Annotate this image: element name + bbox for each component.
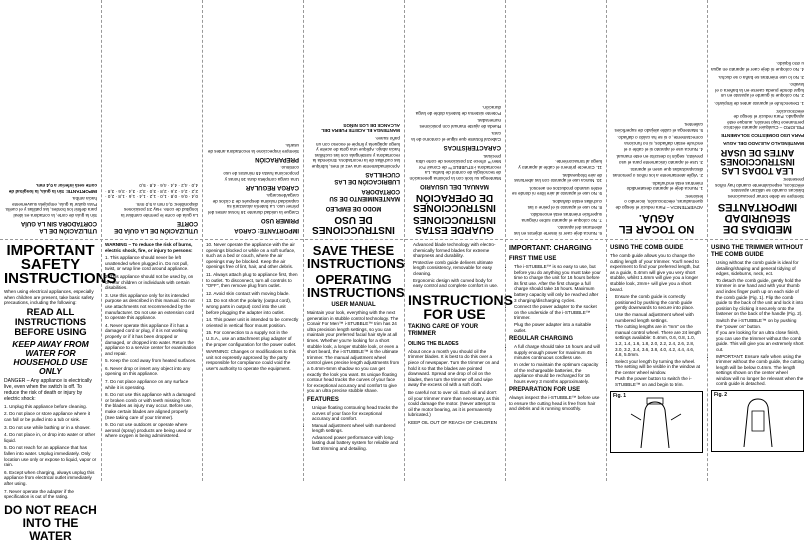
regular-item: • In order to maintain the optimum capacity of the rechargeable batteries, the appliance should be recharged for 16 hours every 3 months approximately. [514, 362, 602, 384]
comb-item: • Select your length by turning the wheel. The setting will be visible in the window at the center wheel window. [615, 359, 703, 376]
es-guia: UTILIZACIÓN DE LA GUÍA DE CORTE [114, 220, 198, 233]
column-divider [101, 0, 102, 481]
es-features-title: CARACTERÍSTICAS [443, 144, 501, 151]
danger-item: 7. Never operate the adapter if the specification is out of the rating. [4, 488, 74, 500]
en-col-1 [0, 240, 117, 543]
danger-item: 2. Do not place or store appliance where it can fall or be pulled into a tub or sink. [4, 411, 91, 422]
warning-item: 9. Do not use outdoors or operate where aerosol (spray) products are being used or where oxygen is being administered. [105, 422, 192, 439]
warning-item: 12. Avoid skin contact with moving blade. [206, 290, 290, 296]
warning-item: 1. This appliance should never be left unattended when plugged in. Do not pull, twist, or wrap line cord around appliance. [105, 255, 189, 272]
es-col-2 [606, 0, 707, 238]
column-divider [404, 0, 405, 481]
es-col-8 [0, 0, 101, 238]
comb-guide-body: The comb guide allows you to change the cutting length of your trimmer. You'll need to experiment to find your preferred length, but as a guide, 0.4mm will give you very short stubble, whilst 1.6mm will give you a longer stubble look, 2mm+ will give you a short beard. [610, 253, 700, 292]
warning-item: 13. Do not short the polarity (output cord), wrong parts in output) cord into the unit before plugging the adapter into outlet. [206, 298, 292, 315]
es-item: 3. Use el aparato únicamente para el uso previsto, según lo descrito en este manual. [615, 154, 703, 165]
es-carga-body: Cargue la unidad durante 16 horas antes del primer uso. La batería alcanzará su capacidad máxima después de 3 ciclos de carga/descarga. [208, 193, 299, 215]
danger-lead: DANGER – Any appliance is electrically live, even when the switch is off. To reduce the risk of death or injury by electric shock: [4, 377, 92, 402]
danger-item: 6. Except when charging, always unplug this appliance from electrical outlet immediately after using. [4, 469, 95, 486]
es-sin-guia-body: Sin la guía de corte, la cortadora es ideal para definir los bordes, las patillas y el cuello. Para quitar la guía, empújela suavemente hacia arriba. [4, 196, 97, 218]
oil-body: About once a month you should oil the trimmer blades. It is best to do this over a piece of newspaper. Turn the trimmer on and hold it so that the blades are pointed downward. Spread one drop of oil on the blades, then turn the trimmer off and wipe away the excess oil with a soft cloth. [408, 348, 500, 388]
es-no-tocar: NO TOCAR EL AGUA. [618, 212, 695, 235]
intro-body: Maintain your look, everything with the next generation in stubble control technology. The Conair For Men™ i-STUBBLE™ trim has 24 ultra precision length settings, so you can maintain your preferred facial hair style at all times. Whether you're looking for a short stubble look, a longer stubble look, or even a short beard, the i-STUBBLE™ is the ultimate trimmer. The manual adjustment wheel control gives precise length adjustments from a 0.4mm-5mm shadow so you can get exactly the look you want. Its unique floating contour head tracks the curves of your face for exceptional accuracy and comfort to give you an ultra precise stubble shave. [307, 310, 400, 394]
es-feature: Cabezal flotante que sigue el contorno de la cara. [411, 131, 501, 143]
es-guarde: GUARDE ESTAS INSTRUCCIONES [413, 214, 496, 235]
danger-item: 3. Do not use while bathing or in a shower. [4, 424, 91, 430]
en-col-8 [707, 240, 808, 481]
es-keep: MANTÉNGALO ALEJADO DEL AGUA [723, 140, 804, 146]
es-oil-body: Aproximadamente una vez al mes, lubrique las cuchillas de la recortadora. Encienda la recortadora y sosténgala con las cuchillas hacia abajo. Aplique una gota de aceite y luego apáguela y limpie el exceso con un paño suave. [311, 136, 400, 169]
es-item: 4. Nunca use el aparato si el cable o el enchufe están dañados, si no funciona correctamente, o si se ha caído o dañado. [617, 135, 703, 152]
es-item: 7. No coloque el aparato sobre ninguna superficie mientras está encendido. [521, 212, 602, 223]
feature-item: • Protective comb guide delivers ultimate length consistency, removable for easy cleaning. [413, 260, 501, 277]
figure-1 [610, 391, 703, 453]
warning-note: WARNING: Changes or modifications to this unit not expressly approved by the party responsible for compliance could void the user's authority to operate the equipment. [206, 349, 296, 371]
safety-title: IMPORTANT SAFETY INSTRUCTIONS [4, 242, 117, 287]
warning-item: 6. Never drop or insert any object into any opening on this appliance. [105, 365, 191, 377]
warning-item: 2. This appliance should not be used by, on or near children or individuals with certain disabilities. [105, 273, 194, 291]
danger-item: 1. Unplug this appliance before cleaning. [4, 403, 87, 409]
es-intro: Siempre se debe tomar precauciones básicas cuando se utilizan aparatos eléctricos, especialmente cuando hay niños presentes: [715, 177, 804, 199]
comb-guide-title: USING THE COMB GUIDE [610, 245, 684, 251]
do-not-reach: DO NOT REACH INTO THE WATER [4, 502, 97, 543]
oil-keep: KEEP OIL OUT OF REACH OF CHILDREN [408, 419, 497, 425]
first-use-title: FIRST TIME USE [509, 256, 557, 262]
charging-item: • Connect the power adapter to the socket on the underside of the i-STUBBLE™ trimmer. [514, 304, 602, 321]
feature-item: • Advanced blade technology with electro-chemically formed blades for extreme sharpness and durability. [413, 242, 501, 259]
prep-title: PREPARATION FOR USE [509, 387, 581, 394]
es-keep-oil: MANTENGA EL ACEITE FUERA DEL ALCANCE DE LOS NIÑOS [321, 122, 400, 134]
es-manual: MANUAL DEL USUARIO [420, 183, 489, 189]
danger-item: 4. Do not place in, or drop into water or other liquid. [4, 432, 96, 443]
trimmer-illustration-icon [611, 392, 701, 450]
safety-intro: When using electrical appliances, especially when children are present, take basic safety precautions, including the following: [4, 289, 94, 306]
no-comb-title: USING THE TRIMMER WITHOUT THE COMB GUIDE [711, 245, 803, 258]
es-sin-guia: UTILIZACIÓN DE LA CORTADORA SIN LA GUÍA [20, 220, 97, 233]
warning-lead: WARNING – To reduce the risk of burns, electric shock, fire, or injury to persons: [105, 242, 193, 253]
es-home: PARA USO DOMÉSTICO SOLAMENTE [721, 133, 804, 139]
es-lengths: 0,4 · 0,6 · 0,8 · 1,0 · 1,2 · 1,4 · 1,6 · 1,8 · 2,0 · 2,2 · 2,4 · 2,6 · 2,8 · 3,0 · 3,2 · 3,4 · 3,6 · 3,8 · 4,0 · 4,2 · 4,4 · 4,6 · 4,8 · 5,0 [105, 183, 198, 200]
regular-item: • A full charge should take 16 hours and will supply enough power for maximum 45 minutes continuous cordless use. [514, 344, 602, 361]
warning-item: 5. Keep the cord away from heated surfaces. [105, 358, 197, 364]
warning-item: 7. Do not place appliance on any surface while it is operating. [105, 379, 189, 390]
es-col-4 [404, 0, 505, 238]
charging-item: • The i-STUBBLE™ is so easy to use, but before you do anything you must take your time to charge the unit for 16 hours before its first use. After the first charge a full charge should take 16 hours. Maximum battery capacity will only be reached after 3 charging/discharging cycles. [514, 264, 602, 303]
oil-title: OILING THE BLADES [408, 340, 459, 347]
es-col-7 [101, 0, 202, 238]
comb-item: • The cutting lengths are in "mm" on the manual control wheel. There are 24 length settings available: 0.4mm, 0.6, 0.8, 1.0, 1.2, 1.4, 1.6, 1.8, 2.0, 2.2, 2.4, 2.6, 2.8, 3.0, 3.2, 3.4, 3.6, 3.8, 4.0, 4.2, 4.4, 4.6, 4.8, 5.0mm. [615, 324, 703, 358]
en-col-6 [505, 240, 606, 481]
figure-2 [711, 390, 804, 452]
prep-body: Always inspect the i-STUBBLE™ before use to ensure the cutting head is free from hair and debris and is running smoothly. [509, 395, 600, 412]
trimmer-back-illustration-icon [712, 391, 802, 449]
es-item: 1. Nunca deje el aparato desatendido mientras está enchufado. [626, 180, 703, 192]
regular-title: REGULAR CHARGING [509, 336, 573, 343]
es-oil: LUBRICACIÓN DE LAS CUCHILLAS [334, 171, 400, 184]
feature-item: • Unique floating contouring head tracks the curves of your face for exceptional accuracy and comfort. [312, 405, 400, 422]
es-item: 8. No use el aparato si el peine o las cuchillas están dañados. [527, 199, 602, 210]
es-guia-body: La guía de corte le permite cambiar la longitud de corte. Hay 24 posiciones disponibles: 0,4 mm a 5,0 mm. [120, 201, 198, 218]
es-prep: PREPARACIÓN [255, 155, 299, 162]
es-carga: IMPORTANTE: CARGA [234, 227, 299, 233]
oil-careful: Be careful not to over oil. Each oil and don't oil your trimmer more than necessary, as this could damage the motor. (Never attempt to oil the motor bearing, as it is permanently lubricated.) [408, 389, 500, 418]
comb-item: • Ensure the comb guide is correctly positioned by pushing the comb guide gently downwards to secure into place. [615, 294, 703, 311]
read-all: READ ALL INSTRUCTIONS BEFORE USING [14, 306, 87, 338]
en-col-2 [101, 240, 202, 481]
es-regular-body: Una carga completa dura 16 horas y proporciona hasta 45 minutos de uso continuo. [223, 165, 299, 182]
figure-1-caption: Fig. 1 [613, 392, 627, 399]
warning-item: 15. For connection to a supply not in the U.S.A., use an attachment plug adapter of the proper configuration for the power outlet. [206, 330, 297, 347]
es-col-6 [202, 0, 303, 238]
comb-item: • Use the manual adjustment wheel with numbered length settings. [615, 312, 703, 323]
column-divider [606, 0, 607, 481]
comb-item: • Push the power button to switch the i-STUBBLE™ on and begin to trim. [615, 376, 703, 387]
es-item: 9. No use el aparato al aire libre ni donde se estén usando productos en aerosol. [511, 185, 602, 197]
es-item: 11. Conecte primero el cable al aparato y luego al tomacorriente. [518, 159, 602, 171]
es-modo: MODO DE EMPLEO [325, 205, 382, 211]
en-col-4 [303, 240, 404, 481]
no-comb-item: • If you are looking for an ultra close finish, you can use the trimmer without the comb guide. This will give you an extremely short cut. [716, 330, 804, 352]
keep-away: KEEP AWAY FROM WATER FOR HOUSEHOLD USE ONLY [12, 338, 89, 376]
instructions-title: INSTRUCTIONS FOR USE [408, 291, 513, 322]
es-feature: Rueda de ajuste manual con posiciones numeradas. [419, 118, 501, 129]
column-divider [202, 0, 203, 481]
es-title: MEDIDAS DE SEGURIDAD IMPORTANTES [717, 201, 798, 235]
feature-item: • Manual adjustment wheel with numbered length settings. [312, 423, 400, 434]
warning-item: 4. Never operate this appliance if it has a damaged cord or plug, if it is not working properly or if it has been dropped or damaged, or dropped into water. Return the appliance to a service center for examination and repair. [105, 322, 197, 356]
column-divider [707, 0, 708, 481]
no-comb-item: • To detach the comb guide, gently hold the trimmer in one hand and with your thumb and index finger push up on each side of the comb guide (Fig. 1). Flip the comb guide to the back of the unit and lock it into position by clicking it securely onto the fastener on the back of the handle (Fig. 2). [716, 278, 804, 317]
es-warning: ADVERTENCIA – Para reducir el riesgo de quemaduras, electrocución, incendio o lesiones: [615, 193, 703, 210]
features-title: FEATURES [307, 396, 339, 403]
es-prep-body: Siempre inspeccione la recortadora antes de usarla. [207, 143, 299, 154]
column-divider [303, 0, 304, 481]
es-item: 2. Vigile atentamente a los niños o personas discapacitadas que usen el aparato. [612, 167, 703, 179]
en-col-3 [202, 240, 303, 481]
no-comb-item: • Switch the i-STUBBLE™ on by pushing the "power on" button. [716, 318, 804, 329]
es-item: 2. No coloque ni guarde el aparato en un lugar donde pueda caerse en la bañera o el lavabo. [715, 82, 804, 99]
user-manual: USER MANUAL [331, 302, 376, 308]
no-comb-item: • IMPORTANT: Ensure safe when using the trimmer without the comb guide, the cutting length will be below 0.4mm. The length settings shown on the center wheel window will no longer be relevant when the comb guide is detached. [716, 354, 804, 388]
es-col-3 [505, 0, 606, 238]
save-title: SAVE THESE INSTRUCTIONS [307, 243, 405, 271]
es-operacion: INSTRUCCIONES DE OPERACIÓN [413, 192, 496, 213]
feature-item: • Advanced power performance with long-lasting dual battery system for reliable and fast trimming and detailing. [312, 435, 400, 452]
es-read: LEA TODAS LAS INSTRUCCIONES ANTES DE USAR [720, 147, 795, 176]
es-uso: INSTRUCCIONES DE USO [312, 214, 395, 235]
es-item: 3. No lo use mientras se baña o se ducha. [717, 74, 804, 80]
es-care: MANTENIMIENTO DE SU CORTADORA [329, 188, 400, 201]
es-item: 4. No coloque ni deje caer el aparato en agua u otro líquido. [711, 61, 804, 73]
danger-item: 5. Do not reach for an appliance that has fallen into water. Unplug immediately. Only location use only or expose to liquid, vapor or rain. [4, 445, 97, 468]
warning-item: 14. This power unit is intended to be correctly oriented in vertical floor mount position. [206, 317, 299, 328]
es-col-5 [303, 0, 404, 238]
warning-item: 11. Always attach plug to appliance first, then to outlet. To disconnect, turn all controls to "OFF", then remove plug from outlet. [206, 271, 298, 289]
warning-item: 8. Do not use this appliance with a damaged or broken comb or with teeth missing from the blades as injury may occur. Before use, make certain blades are aligned properly (See taking care of your trimmer). [105, 392, 196, 420]
column-divider [505, 0, 506, 481]
no-comb-item: • Using without the comb guide is ideal for detailing/shaping and general tidying of edges, sideburns, neck, ect. [716, 260, 804, 277]
en-col-7 [606, 240, 707, 481]
en-col-5 [404, 240, 513, 481]
feature-item: • Ergonomic design with curved body for easy control and complete comfort in use. [413, 278, 501, 289]
warning-item: 10. Never operate the appliance with the air openings blocked or while on a soft surface, such as a bed or couch, where the air openings may be blocked. Keep the air openings free of lint, hair, and other debris. [206, 242, 296, 270]
es-item: 10. Nunca use el aparato con las aberturas de aire bloqueadas. [514, 172, 602, 184]
es-col-1 [707, 0, 808, 238]
es-item: 5. Mantenga el cable alejado de superficies calientes. [614, 122, 703, 133]
operating-title: OPERATING INSTRUCTIONS [307, 272, 405, 300]
es-primer: PRIMER USO [260, 217, 299, 223]
es-danger: PELIGRO – Cualquier aparato eléctrico permanece bajo tensión, aunque esté apagado. Para reducir el riesgo de electrocución: [723, 108, 804, 131]
es-item: 1. Desenchufe el aparato antes de limpiarlo. [714, 101, 804, 107]
es-important: IMPORTANTE: Sin la guía, la longitud de corte será inferior a 0,4 mm. [8, 183, 97, 194]
es-item: 6. Nunca deje caer ni inserte objetos en las aberturas del aparato. [513, 225, 602, 236]
es-regular: CARGA REGULAR [245, 183, 299, 190]
es-feature: Potente sistema de batería doble de larga duración. [415, 105, 501, 116]
charging-item: • Plug the power adapter into a suitable outlet. [514, 322, 602, 333]
warning-item: 3. Use this appliance only for its intended purpose as described in this manual. Do not use attachments not recommended by the manufacturer. Do not use an extension cord to operate this appliance. [105, 292, 195, 321]
care-title: TAKING CARE OF YOUR TRIMMER [408, 323, 479, 337]
es-body: Mantenga su look con la próxima generación de tecnología de control de barba. La recortadora i-STUBBLE™ de Conair For Men™ ofrece 24 posiciones de corte ultra precisas. [409, 153, 501, 181]
figure-2-caption: Fig. 2 [714, 392, 728, 399]
charging-title: IMPORTANT: CHARGING [509, 245, 592, 252]
